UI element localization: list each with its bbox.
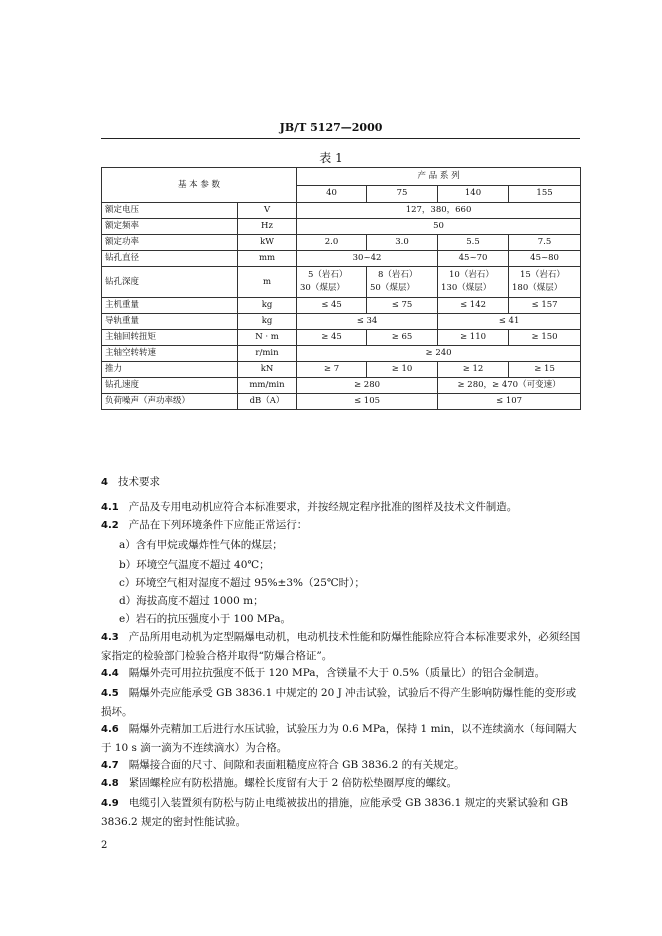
clause-4-7 <box>101 756 581 775</box>
clause-text: 产品所用电动机为定型隔爆电动机，电动机技术性能和防爆性能除应符合本标准要求外，必须经国家指定的检验部门检验合格并取得“防爆合格证”。 <box>101 631 581 662</box>
param-value: 30~42 <box>297 251 438 267</box>
series-cell: 140 <box>438 185 509 203</box>
section-title: 技术要求 <box>117 476 160 488</box>
page-header: JB/T 5127—2000 <box>279 121 383 134</box>
param-value: 127，380，660 <box>297 203 581 219</box>
param-value: 7.5 <box>509 235 581 251</box>
param-value: 2.0 <box>297 235 367 251</box>
table-row <box>102 362 581 378</box>
clause-4-5 <box>101 684 581 721</box>
param-name: 钻孔速度 <box>102 378 238 394</box>
clause-number: 4.8 <box>101 778 119 789</box>
param-value: ≥ 10 <box>367 362 438 378</box>
param-name: 主轴回转扭矩 <box>102 330 238 346</box>
clause-4-9 <box>101 794 581 831</box>
clause-text: 隔爆外壳应能承受 GB 3836.1 中规定的 20 J 冲击试验，试验后不得产生影响防爆性能的变形或损坏。 <box>101 687 577 718</box>
table-row <box>102 203 581 219</box>
table-row <box>102 330 581 346</box>
param-name: 负荷噪声（声功率级） <box>102 394 238 410</box>
param-unit: dB（A） <box>238 394 297 410</box>
param-unit: kg <box>238 314 297 330</box>
table-row <box>102 267 581 298</box>
depth-coal: 30（煤层） <box>300 283 345 293</box>
clause-4-3 <box>101 628 581 665</box>
clause-number: 4.3 <box>101 632 119 643</box>
param-value: ≤ 34 <box>297 314 438 330</box>
param-unit: kN <box>238 362 297 378</box>
param-value: ≥ 110 <box>438 330 509 346</box>
param-value: ≤ 142 <box>438 298 509 314</box>
clause-text: 隔爆外壳可用拉抗强度不低于 120 MPa，含镁量不大于 0.5%（质量比）的铝合金制造。 <box>128 667 546 679</box>
clause-number: 4.7 <box>101 760 119 771</box>
series-cell: 75 <box>367 185 438 203</box>
param-value: ≥ 12 <box>438 362 509 378</box>
depth-coal: 130（煤层） <box>441 283 492 293</box>
list-item: c）环境空气相对湿度不超过 95%±3%（25℃时）； <box>119 577 365 589</box>
clause-4-1 <box>101 498 581 517</box>
param-value: ≤ 107 <box>438 394 581 410</box>
param-value: ≥ 15 <box>509 362 581 378</box>
clause-text: 隔爆接合面的尺寸、间隙和表面粗糙度应符合 GB 3836.2 的有关规定。 <box>128 759 465 771</box>
param-value: ≥ 65 <box>367 330 438 346</box>
param-unit: V <box>238 203 297 219</box>
param-value: 5.5 <box>438 235 509 251</box>
param-value: ≤ 41 <box>438 314 581 330</box>
depth-rock: 5（岩石） <box>308 270 348 281</box>
table-row <box>102 235 581 251</box>
param-value: ≤ 75 <box>367 298 438 314</box>
param-unit: Hz <box>238 219 297 235</box>
param-value: 50 <box>297 219 581 235</box>
clause-4-8 <box>101 774 581 793</box>
clause-number: 4.9 <box>101 798 119 809</box>
list-item: a）含有甲烷或爆炸性气体的煤层； <box>119 539 283 551</box>
table-head-row <box>102 168 581 186</box>
param-name: 额定频率 <box>102 219 238 235</box>
clause-number: 4.2 <box>101 520 119 531</box>
table-row <box>102 219 581 235</box>
series-cell: 155 <box>509 185 581 203</box>
table-row <box>102 378 581 394</box>
clause-4-2 <box>101 516 581 535</box>
clause-text: 隔爆外壳精加工后进行水压试验，试验压力为 0.6 MPa，保持 1 min，以不连续滴水（每间隔大于 10 s 滴一滴为不连续滴水）为合格。 <box>101 723 577 754</box>
param-value: ≤ 45 <box>297 298 367 314</box>
depth-cell <box>367 267 438 298</box>
header-rule <box>101 138 580 139</box>
clause-4-4 <box>101 664 581 683</box>
section-heading <box>101 473 581 492</box>
param-unit: mm <box>238 251 297 267</box>
param-value: 45~70 <box>438 251 509 267</box>
param-name: 额定电压 <box>102 203 238 219</box>
clause-number: 4.1 <box>101 502 119 513</box>
list-item: b）环境空气温度不超过 40℃； <box>119 559 270 571</box>
param-unit: r/min <box>238 346 297 362</box>
list-item: d）海拔高度不超过 1000 m； <box>119 595 264 607</box>
clause-text: 紧固螺栓应有防松措施。螺栓长度留有大于 2 倍防松垫圈厚度的螺纹。 <box>128 777 458 789</box>
param-name: 主机重量 <box>102 298 238 314</box>
clause-number: 4.5 <box>101 688 119 699</box>
param-unit: kW <box>238 235 297 251</box>
table-row <box>102 346 581 362</box>
depth-coal: 50（煤层） <box>370 283 415 293</box>
param-value: ≥ 150 <box>509 330 581 346</box>
table-row <box>102 314 581 330</box>
list-item: e）岩石的抗压强度小于 100 MPa。 <box>119 613 292 625</box>
clause-number: 4.4 <box>101 668 119 679</box>
param-value: ≥ 280，≥ 470（可变速） <box>438 378 581 394</box>
param-value: ≥ 7 <box>297 362 367 378</box>
depth-coal: 180（煤层） <box>512 283 563 293</box>
depth-rock: 8（岩石） <box>378 270 418 281</box>
param-unit: mm/min <box>238 378 297 394</box>
param-value: ≤ 157 <box>509 298 581 314</box>
depth-cell <box>509 267 581 298</box>
depth-cell <box>438 267 509 298</box>
param-value: ≥ 45 <box>297 330 367 346</box>
depth-rock: 15（岩石） <box>520 270 565 281</box>
param-unit: m <box>238 267 297 298</box>
clause-text: 产品及专用电动机应符合本标准要求，并按经规定程序批准的图样及技术文件制造。 <box>128 501 518 513</box>
param-value: ≤ 105 <box>297 394 438 410</box>
table-row <box>102 298 581 314</box>
section-number: 4 <box>101 477 108 488</box>
param-name: 导轨重量 <box>102 314 238 330</box>
param-name: 额定功率 <box>102 235 238 251</box>
param-name: 钻孔深度 <box>102 267 238 298</box>
table-row <box>102 251 581 267</box>
param-name: 钻孔直径 <box>102 251 238 267</box>
param-value: ≥ 240 <box>297 346 581 362</box>
clause-4-6 <box>101 720 581 757</box>
page-number: 2 <box>101 840 108 851</box>
param-name: 主轴空转转速 <box>102 346 238 362</box>
depth-cell <box>297 267 367 298</box>
param-value: ≥ 280 <box>297 378 438 394</box>
param-unit: kg <box>238 298 297 314</box>
clause-text: 产品在下列环境条件下应能正常运行： <box>128 519 308 531</box>
head-series: 产 品 系 列 <box>297 168 581 186</box>
param-name: 推力 <box>102 362 238 378</box>
series-cell: 40 <box>297 185 367 203</box>
spec-table <box>101 167 581 410</box>
param-value: 3.0 <box>367 235 438 251</box>
clause-number: 4.6 <box>101 724 119 735</box>
clause-text: 电缆引入装置须有防松与防止电缆被拔出的措施，应能承受 GB 3836.1 规定的夹紧试验和 GB 3836.2 规定的密封性能试验。 <box>101 797 569 828</box>
param-value: 45~80 <box>509 251 581 267</box>
depth-rock: 10（岩石） <box>449 270 494 281</box>
head-basic-params: 基 本 参 数 <box>102 168 297 203</box>
table-caption: 表 1 <box>319 151 343 165</box>
param-unit: N · m <box>238 330 297 346</box>
table-row <box>102 394 581 410</box>
